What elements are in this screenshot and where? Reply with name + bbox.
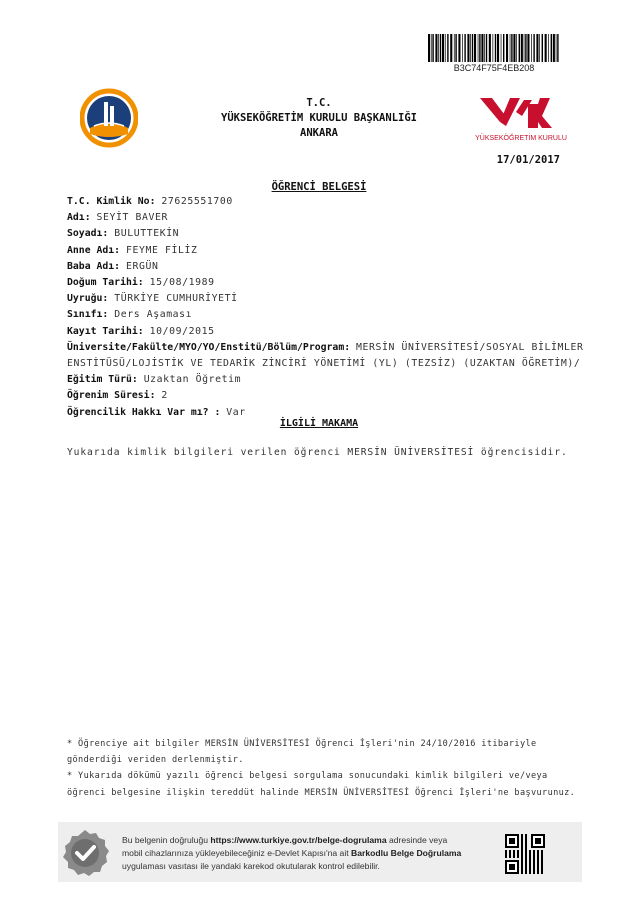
verification-url[interactable]: https://www.turkiye.gov.tr/belge-dogrulama (210, 835, 387, 845)
addressee-heading: İLGİLİ MAKAMA (279, 418, 359, 429)
header-line-3: ANKARA (300, 127, 338, 139)
header-line-2: YÜKSEKÖĞRETİM KURULU BAŞKANLIĞI (221, 112, 417, 124)
field-kayit-tarihi: Kayıt Tarihi: 10/09/2015 (67, 325, 215, 337)
field-sinifi: Sınıfı: Ders Aşaması (67, 309, 193, 321)
footnotes (67, 736, 587, 801)
institution-header (170, 96, 468, 141)
yok-logo (470, 92, 572, 144)
qr-code-icon (505, 834, 545, 874)
document-title: ÖĞRENCİ BELGESİ (271, 181, 367, 193)
header-line-1: T.C. (306, 97, 332, 109)
document-date: 17/01/2017 (496, 154, 560, 166)
statement-text: Yukarıda kimlik bilgileri verilen öğrenci MERSİN ÜNİVERSİTESİ öğrencisidir. (67, 447, 568, 458)
barcode (428, 34, 560, 64)
field-soyadi: Soyadı: BULUTTEKİN (67, 228, 180, 240)
verification-app-name: Barkodlu Belge Doğrulama (351, 848, 462, 858)
field-uyrugu: Uyruğu: TÜRKİYE CUMHURİYETİ (67, 293, 238, 305)
field-dogum-tarihi: Doğum Tarihi: 15/08/1989 (67, 277, 215, 289)
university-logo (80, 88, 138, 148)
field-egitim-turu: Eğitim Türü: Uzaktan Öğretim (67, 374, 242, 386)
field-ogrenim-suresi: Öğrenim Süresi: 2 (67, 390, 168, 402)
field-program: Üniversite/Fakülte/MYO/YO/Enstitü/Bölüm/Program: MERSİN ÜNİVERSİTESİ/SOSYAL BİLİMLER ENSTİTÜSÜ/LOJİSTİK VE TEDARİK ZİNCİRİ YÖNETİMİ (YL) (TEZSİZ) (UZAKTAN ÖĞRETİM)/ (67, 341, 584, 370)
barcode-code: B3C74F75F4EB208 (453, 63, 535, 73)
field-adi: Adı: SEYİT BAVER (67, 212, 168, 224)
field-ogrencilik-hakki: Öğrencilik Hakkı Var mı? : Var (67, 406, 246, 418)
verified-badge-icon (60, 828, 110, 878)
footnote-2: * Yukarıda dökümü yazılı öğrenci belgesi sorgulama sonucundaki kimlik bilgileri ve/veya öğrenci belgesine ilişkin tereddüt halinde MERSİN ÜNİVERSİTESİ Öğrenci İşleri'ne başvurunuz. (67, 771, 576, 798)
field-anne-adi: Anne Adı: FEYME FİLİZ (67, 244, 198, 256)
student-fields (67, 194, 587, 421)
field-baba-adi: Baba Adı: ERGÜN (67, 260, 159, 272)
verification-text: Bu belgenin doğruluğu https://www.turkiye.gov.tr/belge-dogrulama adresinde veya mobil cihazlarınıza yükleyebileceğiniz e-Devlet Kapısı'na ait Barkodlu Belge Doğrulama uygulaması vasıtası ile yandaki karekod okutularak kontrol edilebilir. (122, 835, 462, 871)
footnote-1: * Öğrenciye ait bilgiler MERSİN ÜNİVERSİTESİ Öğrenci İşleri'nin 24/10/2016 itibariyle gönderdiği veriden derlenmiştir. (67, 739, 537, 766)
yok-logo-caption: YÜKSEKÖĞRETİM KURULU (475, 135, 567, 142)
field-tc-kimlik-no: T.C. Kimlik No: 27625551700 (67, 196, 233, 207)
